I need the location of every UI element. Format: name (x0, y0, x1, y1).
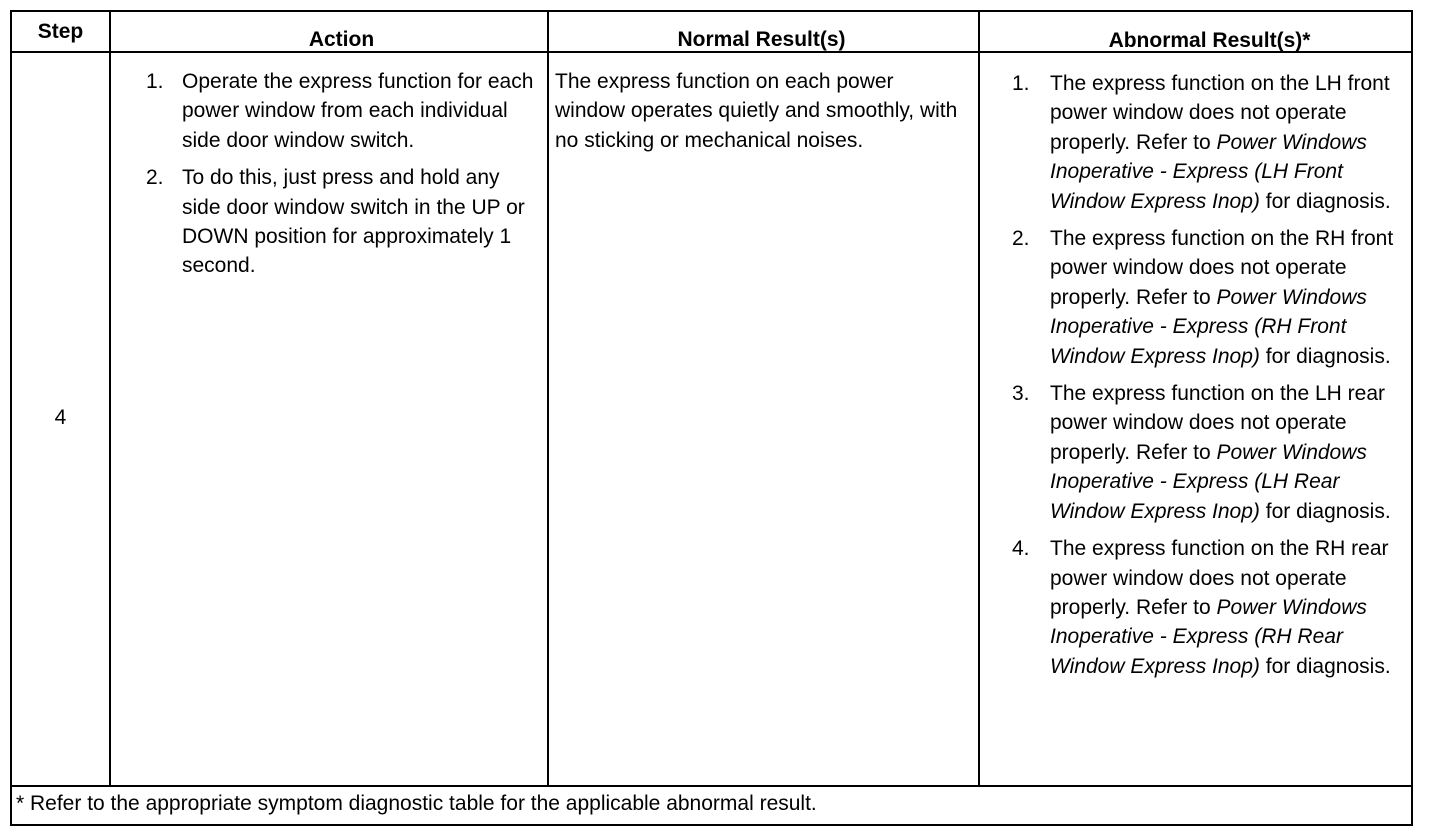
table-row (12, 51, 1411, 787)
list-item (1012, 224, 1407, 371)
list-item-tail: for diagnosis. (1265, 499, 1391, 523)
step-number: 4 (54, 406, 67, 430)
header-action: Action (109, 12, 547, 51)
diagnostic-table (10, 10, 1413, 826)
footnote: * Refer to the appropriate symptom diagnostic table for the applicable abnormal result. (16, 792, 817, 815)
action-list (146, 67, 537, 281)
list-item-text: The express function on the RH front power window does not operate properly. Refer to (1050, 227, 1394, 309)
list-item-number: 3. (1012, 382, 1030, 406)
list-item-text: The express function on the LH front power window does not operate properly. Refer to (1050, 72, 1390, 154)
list-item-number: 1. (146, 70, 164, 93)
list-item (146, 67, 537, 155)
diagnostic-reference: Power Windows Inoperative - Express (RH Front Window Express Inop) (1050, 285, 1367, 368)
list-item-number: 2. (146, 166, 164, 190)
list-item (1012, 69, 1407, 216)
list-item (1012, 534, 1407, 681)
table-footer-row (12, 787, 1411, 824)
diagnostic-reference: Power Windows Inoperative - Express (RH Rear Window Express Inop) (1050, 595, 1367, 678)
list-item-tail: for diagnosis. (1265, 344, 1391, 368)
list-item-text: The express function on the LH rear power window does not operate properly. Refer to (1050, 382, 1386, 464)
list-item-text: Operate the express function for each power window from each individual side door window switch. (182, 70, 534, 152)
normal-result-cell (547, 51, 978, 785)
list-item-number: 1. (1012, 72, 1030, 95)
list-item-tail: for diagnosis. (1265, 189, 1391, 213)
list-item-text: The express function on the RH rear power window does not operate properly. Refer to (1050, 537, 1389, 619)
action-cell (109, 51, 547, 785)
list-item-number: 2. (1012, 227, 1030, 251)
list-item (146, 163, 537, 281)
list-item-text: To do this, just press and hold any side door window switch in the UP or DOWN position for approximately 1 second. (182, 166, 525, 278)
header-normal-results: Normal Result(s) (547, 12, 978, 51)
list-item-tail: for diagnosis. (1265, 654, 1391, 678)
abnormal-list (1012, 69, 1407, 681)
list-item-number: 4. (1012, 537, 1030, 561)
diagnostic-reference: Power Windows Inoperative - Express (LH Front Window Express Inop) (1050, 130, 1367, 213)
header-step: Step (37, 19, 84, 43)
diagnostic-reference: Power Windows Inoperative - Express (LH Rear Window Express Inop) (1050, 440, 1367, 523)
table-header-row (12, 12, 1411, 53)
abnormal-result-cell (978, 51, 1411, 785)
header-abnormal-results: Abnormal Result(s)* (978, 12, 1411, 51)
normal-result-text: The express function on each power window operates quietly and smoothly, with no sticking or mechanical noises. (555, 70, 958, 152)
list-item (1012, 379, 1407, 526)
